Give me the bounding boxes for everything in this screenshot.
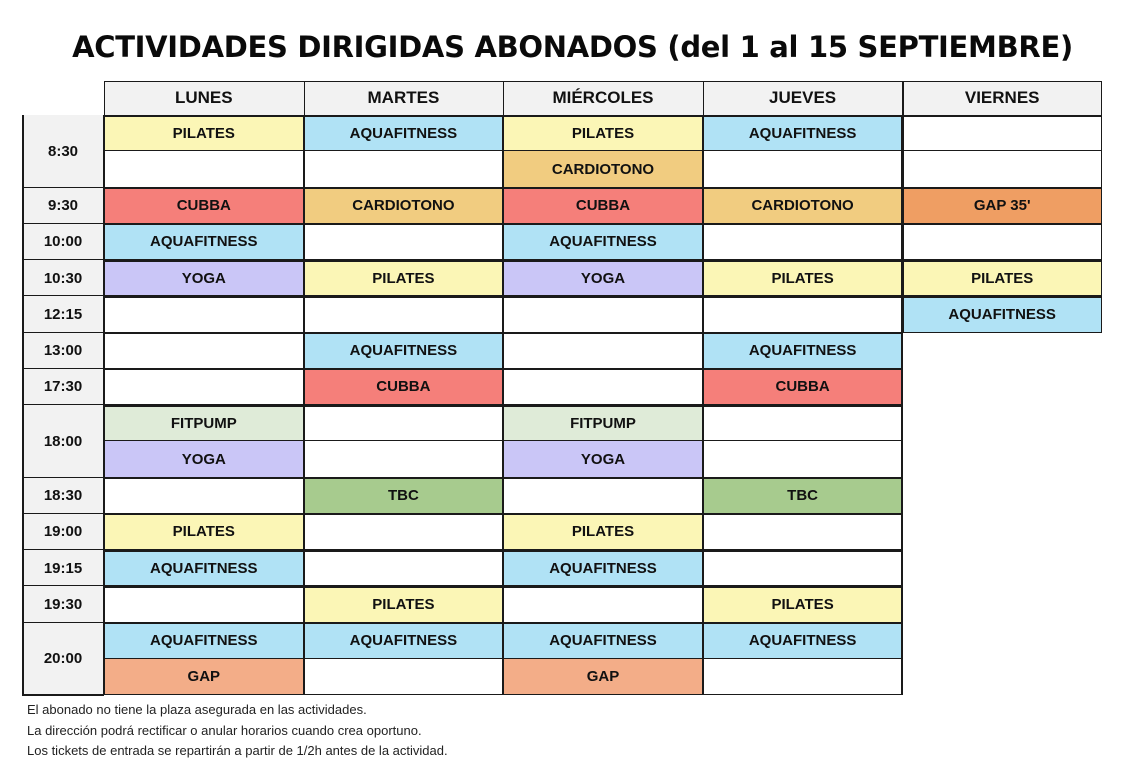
- empty-slot: [703, 514, 903, 550]
- activity-aquafitness: AQUAFITNESS: [503, 224, 703, 260]
- empty-slot: [304, 441, 504, 477]
- time-slot-label: 17:30: [22, 369, 104, 405]
- activity-pilates: PILATES: [304, 260, 504, 296]
- activity-aquafitness: AQUAFITNESS: [304, 115, 504, 151]
- time-slot-label: 19:00: [22, 514, 104, 550]
- empty-slot: [902, 151, 1102, 187]
- empty-slot: [503, 586, 703, 622]
- day-header-miercoles: MIÉRCOLES: [503, 81, 703, 115]
- empty-slot: [703, 550, 903, 586]
- activity-gap: GAP: [104, 659, 304, 695]
- day-header-lunes: LUNES: [104, 81, 304, 115]
- time-slot-label: 18:00: [22, 405, 104, 478]
- activity-pilates: PILATES: [703, 586, 903, 622]
- empty-slot: [304, 296, 504, 332]
- time-slot-label: 18:30: [22, 478, 104, 514]
- activity-yoga: YOGA: [503, 260, 703, 296]
- activity-pilates: PILATES: [902, 260, 1102, 296]
- empty-slot: [304, 514, 504, 550]
- note-line: La dirección podrá rectificar o anular horarios cuando crea oportuno.: [27, 722, 422, 738]
- activity-yoga: YOGA: [104, 441, 304, 477]
- empty-slot: [104, 151, 304, 187]
- activity-aquafitness: AQUAFITNESS: [104, 550, 304, 586]
- day-header-martes: MARTES: [304, 81, 504, 115]
- activity-cardiotono: CARDIOTONO: [304, 188, 504, 224]
- empty-slot: [703, 441, 903, 477]
- empty-slot: [304, 550, 504, 586]
- activity-aquafitness: AQUAFITNESS: [304, 333, 504, 369]
- empty-slot: [503, 478, 703, 514]
- empty-slot: [104, 296, 304, 332]
- activity-aquafitness: AQUAFITNESS: [503, 550, 703, 586]
- time-slot-label: 10:00: [22, 224, 104, 260]
- activity-cubba: CUBBA: [703, 369, 903, 405]
- time-slot-label: 10:30: [22, 260, 104, 296]
- activity-tbc: TBC: [703, 478, 903, 514]
- footer-notes: [27, 700, 448, 762]
- activity-aquafitness: AQUAFITNESS: [503, 623, 703, 659]
- day-header-viernes: VIERNES: [902, 81, 1102, 115]
- empty-slot: [304, 659, 504, 695]
- empty-slot: [703, 296, 903, 332]
- page-title: ACTIVIDADES DIRIGIDAS ABONADOS (del 1 al 15 SEPTIEMBRE): [72, 30, 1073, 64]
- activity-cubba: CUBBA: [104, 188, 304, 224]
- empty-slot: [104, 333, 304, 369]
- empty-slot: [703, 659, 903, 695]
- activity-pilates: PILATES: [104, 115, 304, 151]
- activity-pilates: PILATES: [503, 115, 703, 151]
- activity-pilates: PILATES: [304, 586, 504, 622]
- activity-pilates: PILATES: [104, 514, 304, 550]
- time-slot-label: 13:00: [22, 333, 104, 369]
- activity-aquafitness: AQUAFITNESS: [703, 115, 903, 151]
- time-slot-label: 19:15: [22, 550, 104, 586]
- empty-slot: [503, 296, 703, 332]
- time-slot-label: 8:30: [22, 115, 104, 188]
- activity-aquafitness: AQUAFITNESS: [902, 296, 1102, 332]
- activity-cubba: CUBBA: [503, 188, 703, 224]
- empty-slot: [902, 115, 1102, 151]
- empty-slot: [902, 224, 1102, 260]
- activity-cardiotono: CARDIOTONO: [703, 188, 903, 224]
- day-header-jueves: JUEVES: [703, 81, 903, 115]
- activity-aquafitness: AQUAFITNESS: [304, 623, 504, 659]
- note-line: Los tickets de entrada se repartirán a partir de 1/2h antes de la actividad.: [27, 743, 448, 758]
- empty-slot: [104, 369, 304, 405]
- empty-slot: [104, 586, 304, 622]
- empty-slot: [304, 224, 504, 260]
- activity-fitpump: FITPUMP: [503, 405, 703, 441]
- time-slot-label: 20:00: [22, 623, 104, 696]
- empty-slot: [304, 151, 504, 187]
- note-line: El abonado no tiene la plaza asegurada en las actividades.: [27, 702, 367, 717]
- empty-slot: [104, 478, 304, 514]
- empty-slot: [304, 405, 504, 441]
- schedule-table: [22, 81, 1102, 692]
- empty-slot: [703, 151, 903, 187]
- time-slot-label: 12:15: [22, 296, 104, 332]
- activity-aquafitness: AQUAFITNESS: [703, 333, 903, 369]
- activity-aquafitness: AQUAFITNESS: [104, 623, 304, 659]
- empty-slot: [703, 405, 903, 441]
- activity-yoga: YOGA: [503, 441, 703, 477]
- activity-pilates: PILATES: [703, 260, 903, 296]
- empty-slot: [503, 369, 703, 405]
- activity-gap: GAP: [503, 659, 703, 695]
- activity-gap-35: GAP 35': [902, 188, 1102, 224]
- time-slot-label: 19:30: [22, 586, 104, 622]
- activity-pilates: PILATES: [503, 514, 703, 550]
- empty-slot: [503, 333, 703, 369]
- activity-cubba: CUBBA: [304, 369, 504, 405]
- empty-slot: [703, 224, 903, 260]
- time-slot-label: 9:30: [22, 188, 104, 224]
- activity-tbc: TBC: [304, 478, 504, 514]
- activity-yoga: YOGA: [104, 260, 304, 296]
- activity-aquafitness: AQUAFITNESS: [104, 224, 304, 260]
- activity-fitpump: FITPUMP: [104, 405, 304, 441]
- activity-cardiotono: CARDIOTONO: [503, 151, 703, 187]
- activity-aquafitness: AQUAFITNESS: [703, 623, 903, 659]
